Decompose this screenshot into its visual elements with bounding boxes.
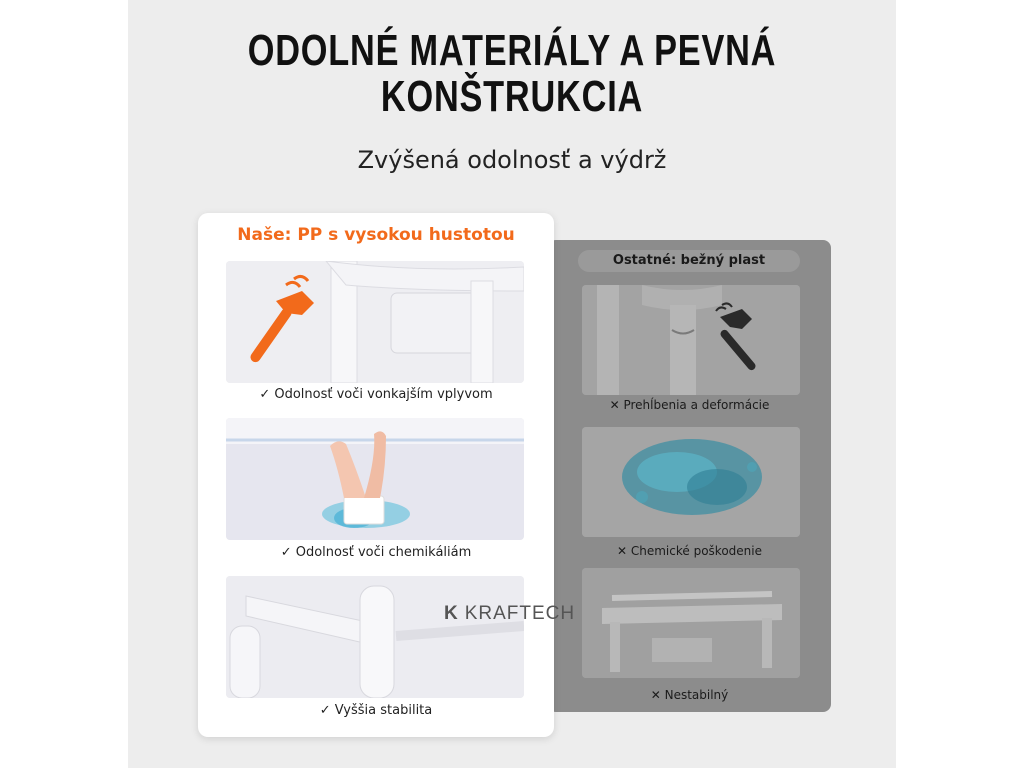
cross-icon: ✕ [617, 544, 631, 558]
page-subtitle: Zvýšená odolnosť a výdrž [357, 146, 667, 174]
ours-item-1: ✓ Odolnosť voči vonkajším vplyvom [259, 387, 493, 402]
product-banner [128, 0, 896, 768]
ours-card [198, 213, 554, 737]
stable-shelf-image [226, 576, 524, 698]
dented-plastic-image [582, 285, 800, 395]
ours-item-2: ✓ Odolnosť voči chemikáliám [280, 545, 472, 560]
title-line-1: ODOLNÉ MATERIÁLY A PEVNÁ [247, 26, 777, 75]
brand-watermark: K KRAFTECH [444, 603, 576, 624]
unstable-shelf-image [582, 568, 800, 678]
others-card [548, 240, 831, 712]
page-title [212, 28, 811, 120]
brand-logo-icon: K [444, 603, 459, 624]
title-line-2: KONŠTRUKCIA [380, 72, 644, 121]
check-icon: ✓ [259, 387, 275, 402]
check-icon: ✓ [280, 545, 296, 560]
others-item-3: ✕ Nestabilný [650, 688, 729, 702]
others-item-2: ✕ Chemické poškodenie [617, 544, 762, 558]
ours-item-3: ✓ Vyššia stabilita [319, 703, 433, 718]
sturdy-plastic-image [226, 261, 524, 383]
others-item-1: ✕ Prehĺbenia a deformácie [609, 398, 770, 412]
cross-icon: ✕ [650, 688, 665, 702]
chemical-damage-image [582, 427, 800, 537]
chemical-resistance-image [226, 418, 524, 540]
others-title: Ostatné: bežný plast [578, 250, 800, 272]
ours-title: Naše: PP s vysokou hustotou [237, 225, 515, 245]
check-icon: ✓ [319, 703, 335, 718]
cross-icon: ✕ [609, 398, 624, 412]
